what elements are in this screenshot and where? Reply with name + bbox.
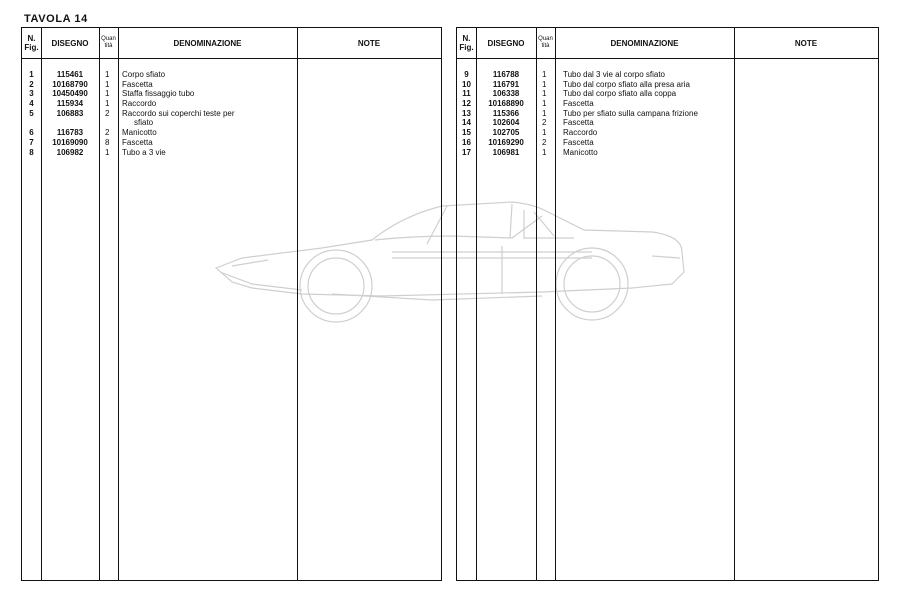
- table-body-left: [22, 70, 441, 157]
- table-row: 9 116788 1 Tubo dal 3 vie al corpo sfiato: [464, 70, 665, 79]
- table-row: 12 10168890 1 Fascetta: [462, 99, 594, 109]
- header-quantita: Quan tità: [538, 36, 553, 49]
- header-note: NOTE: [357, 38, 381, 48]
- header-denominazione: DENOMINAZIONE: [610, 38, 679, 48]
- table-row: 10 116791 1 Tubo dal corpo sfiato alla presa aria: [462, 79, 690, 89]
- header-fig: N. Fig.: [24, 34, 39, 52]
- table-row: 13 115366 1 Tubo per sfiato sulla campana frizione: [462, 108, 698, 118]
- table-row: 15 102705 1 Raccordo: [462, 128, 598, 138]
- header-divider: [22, 58, 441, 59]
- table-row: 11 106338 1 Tubo dal corpo sfiato alla coppa: [462, 89, 677, 99]
- page-title: TAVOLA 14: [24, 13, 88, 25]
- table-row: 5 106883 2 Raccordo sui coperchi teste per sfiato: [29, 108, 235, 128]
- header-divider: [457, 58, 878, 59]
- table-row: 4 115934 1 Raccordo: [29, 99, 157, 109]
- table-row: 2 10168790 1 Fascetta: [29, 79, 153, 89]
- parts-table-left: [21, 27, 442, 581]
- header-quantita: Quan tità: [101, 36, 116, 49]
- table-row: 16 10169290 2 Fascetta: [462, 137, 594, 147]
- parts-table-right: [456, 27, 879, 581]
- header-denominazione: DENOMINAZIONE: [173, 38, 242, 48]
- table-row: 1 115461 1 Corpo sfiato: [29, 70, 166, 79]
- header-disegno: DISEGNO: [487, 38, 525, 48]
- header-note: NOTE: [794, 38, 818, 48]
- table-row: 8 106982 1 Tubo a 3 vie: [29, 147, 166, 157]
- table-body-right: [457, 70, 878, 157]
- table-row: 7 10169090 8 Fascetta: [29, 137, 153, 147]
- header-fig: N. Fig.: [459, 34, 474, 52]
- table-row: 17 106981 1 Manicotto: [462, 147, 598, 157]
- header-disegno: DISEGNO: [51, 38, 89, 48]
- table-row: 14 102604 2 Fascetta: [462, 118, 594, 128]
- table-row: 3 10450490 1 Staffa fissaggio tubo: [29, 89, 195, 99]
- table-row: 6 116783 2 Manicotto: [29, 128, 157, 138]
